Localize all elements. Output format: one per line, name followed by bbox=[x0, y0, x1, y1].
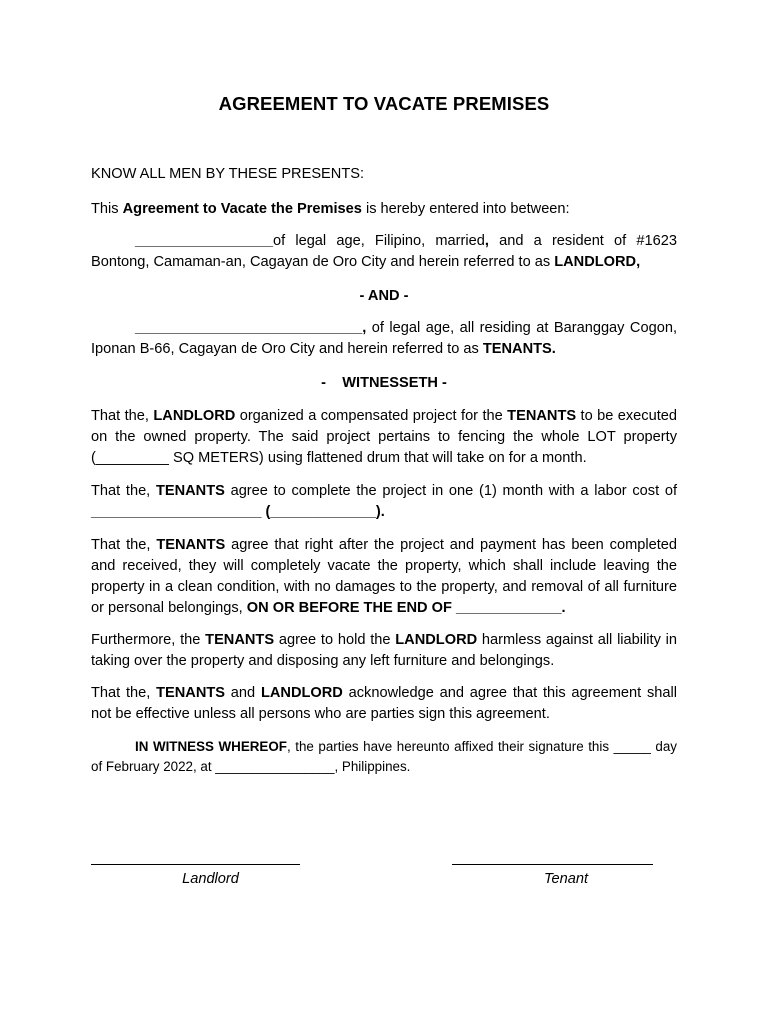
vacate-deadline: ON OR BEFORE THE END OF _____________. bbox=[246, 600, 566, 616]
landlord-name-blank: _________________ bbox=[135, 233, 273, 249]
paragraph-labor-cost: That the, TENANTS agree to complete the project in one (1) month with a labor cost of _____________________ (_____________). bbox=[91, 483, 677, 520]
paragraph-harmless: Furthermore, the TENANTS agree to hold the LANDLORD harmless against all liability in taking over the property and disposing any left furniture and belongings. bbox=[91, 632, 677, 669]
paragraph-this-agreement: This Agreement to Vacate the Premises is hereby entered into between: bbox=[91, 201, 570, 217]
labor-cost-blank: _____________________ (_____________). bbox=[91, 504, 385, 520]
tenant-signature-label: Tenant bbox=[543, 871, 589, 887]
document-title: AGREEMENT TO VACATE PREMISES bbox=[218, 93, 550, 114]
paragraph-tenants: ____________________________, of legal age, all residing at Baranggay Cogon, Iponan B-66, Cagayan de Oro City and herein referred to as TENANTS. bbox=[91, 320, 677, 357]
landlord-signature-label: Landlord bbox=[182, 871, 239, 887]
witnesseth-heading: - WITNESSETH - bbox=[321, 375, 447, 391]
and-separator: - AND - bbox=[359, 288, 409, 304]
tenants-name-blank: ____________________________, bbox=[135, 320, 367, 336]
paragraph-project: That the, LANDLORD organized a compensated project for the TENANTS to be executed on the owned property. The said project pertains to fencing the whole LOT property (_________ SQ METERS) using flattened drum that will take on for a month. bbox=[91, 408, 677, 466]
paragraph-effective: That the, TENANTS and LANDLORD acknowledge and agree that this agreement shall not be effective unless all persons who are parties sign this agreement. bbox=[91, 685, 677, 722]
paragraph-witness-whereof: IN WITNESS WHEREOF, the parties have hereunto affixed their signature this _____ day of February 2022, at ________________, Philippines. bbox=[91, 739, 677, 774]
landlord-signature-line bbox=[91, 864, 300, 865]
intro-line: KNOW ALL MEN BY THESE PRESENTS: bbox=[91, 166, 365, 182]
tenant-signature-line bbox=[452, 864, 653, 865]
paragraph-vacate: That the, TENANTS agree that right after the project and payment has been completed and received, they will completely vacate the property, which shall include leaving the property in a clean condition, with no damages to the property, and removal of all furniture or personal belongings, ON OR BEFORE THE END OF _____________. bbox=[91, 537, 677, 616]
paragraph-landlord: _________________of legal age, Filipino, married, and a resident of #1623 Bontong, Camaman-an, Cagayan de Oro City and herein referred to as LANDLORD, bbox=[91, 233, 677, 270]
